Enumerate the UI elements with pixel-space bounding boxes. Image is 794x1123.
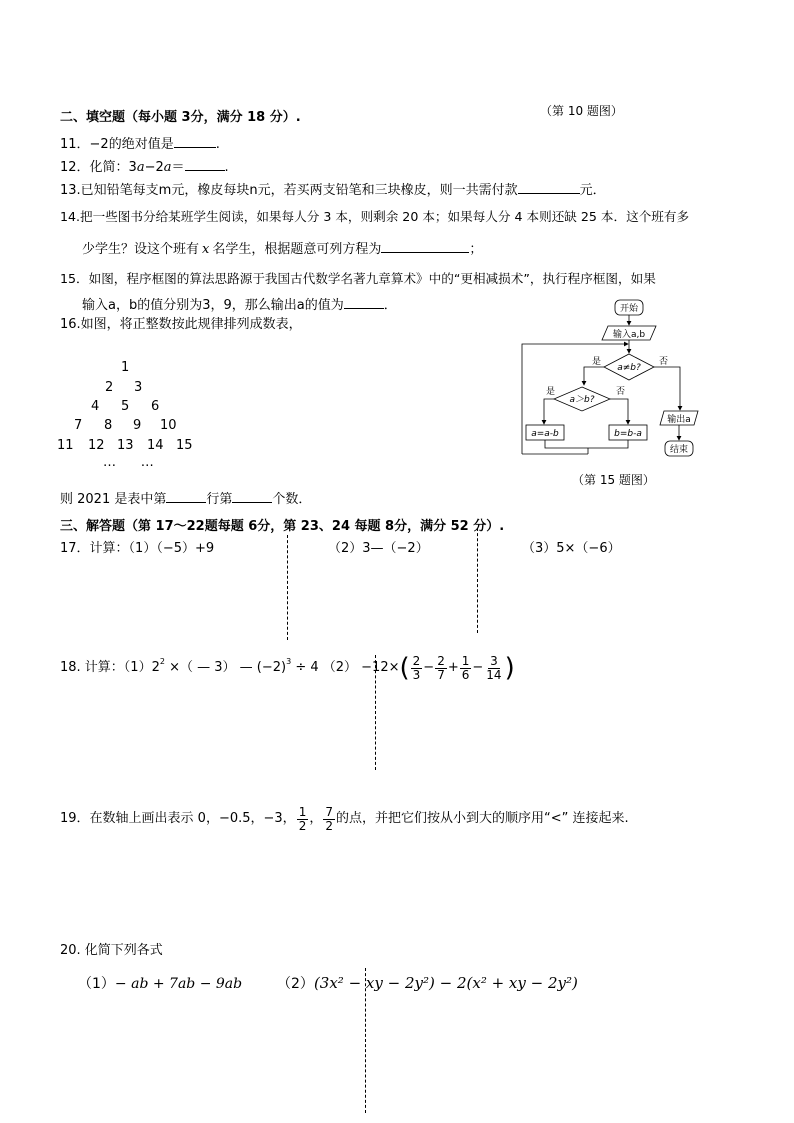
q20-expr2 [314, 974, 578, 992]
q12-mid: −2 [144, 160, 164, 175]
q18-mid: ×（ — 3） — (−2) [164, 660, 287, 675]
q14-var-x: x [202, 242, 210, 257]
tri-cell: 12 [88, 438, 105, 453]
question-11 [60, 135, 220, 153]
q18-op: − [472, 660, 484, 675]
flow-start-label: 开始 [619, 304, 639, 314]
frac-numerator: 2 [437, 653, 445, 668]
q20-expr2-c: ²) − 2(x [422, 974, 481, 992]
tri-cell: 8 [104, 418, 113, 433]
tri-cell: 4 [91, 399, 100, 414]
q12-end: . [224, 160, 229, 175]
tri-cell: 7 [74, 418, 83, 433]
question-20-exprs [78, 975, 578, 992]
q11-text: 11．−2的绝对值是 [60, 137, 174, 152]
q18-op: − [423, 660, 435, 675]
tri-cell: 13 [117, 438, 134, 453]
q18-fraction [460, 655, 472, 682]
flow-assign-a-label: a=a-b [531, 429, 559, 439]
question-20-title: 20. 化简下列各式 [60, 943, 163, 958]
flowchart [518, 296, 718, 486]
question-17-part2: （2）3—（−2） [328, 541, 429, 556]
tri-cell: 10 [160, 418, 177, 433]
q18-op: + [447, 660, 459, 675]
q11-end: . [215, 137, 220, 152]
q13-end: 元． [579, 183, 606, 198]
tri-cell: 14 [147, 438, 164, 453]
q18-exp1: 2 [159, 657, 165, 666]
q16-col-blank[interactable] [232, 490, 272, 503]
q13-answer-blank[interactable] [518, 181, 580, 194]
q18-fraction [484, 655, 503, 682]
q18-exp2: 3 [286, 657, 292, 666]
q20-part1-label: （1） [78, 976, 115, 992]
question-18 [60, 653, 515, 683]
q15-end: ． [383, 298, 397, 313]
q17-divider-1 [287, 535, 288, 640]
q19-fraction-1 [297, 806, 309, 833]
question-17-part3: （3）5×（−6） [522, 541, 621, 556]
flow-yes2-label: 是 [546, 387, 556, 397]
q15-line2: 输入a，b的值分别为3，9，那么输出a的值为 [82, 298, 344, 313]
q16-ans-mid: 行第 [206, 492, 233, 507]
frac-numerator: 2 [412, 653, 421, 668]
frac-denominator: 2 [325, 818, 333, 833]
q19-pre: 19．在数轴上画出表示 0，−0.5，−3， [60, 811, 296, 826]
q19-post: 的点，并把它们按从小到大的顺序用“<” 连接起来. [335, 811, 629, 826]
question-12 [60, 158, 229, 176]
q20-expr2-a: (3x [313, 974, 338, 992]
question-16-answer [60, 490, 311, 508]
flow-no2-label: 否 [616, 387, 626, 397]
q14-line2-pre: 少学生？设这个班有 [82, 242, 200, 257]
tri-cell: 9 [133, 418, 142, 433]
question-16-intro: 16.如图，将正整数按此规律排列成数表， [60, 317, 302, 332]
q11-answer-blank[interactable] [174, 135, 216, 148]
flow-end-label: 结束 [669, 445, 689, 455]
q20-expr2-d: ² + xy − 2y [480, 974, 566, 992]
flow-cond2-label: a＞b? [569, 395, 595, 405]
tri-cell: 1 [121, 360, 130, 375]
tri-cell: 6 [151, 399, 160, 414]
tri-cell: 5 [121, 399, 130, 414]
q13-text: 13.已知铅笔每支m元，橡皮每块n元，若买两支铅笔和三块橡皮，则一共需付款 [60, 183, 518, 198]
q20-expr2-b: ² − xy − 2y [337, 974, 423, 992]
q18-paren-open: ( [399, 653, 410, 683]
question-19: 19．在数轴上画出表示 0，−0.5，−3， $\frac{1}{2}$ ， $\frac{7}{2}$ 的点，并把它们按从小到大的顺序用“<” 连接起来. [60, 804, 629, 833]
figure-10-caption: （第 10 题图） [540, 104, 623, 118]
flow-no-label: 否 [659, 357, 669, 367]
frac-numerator: 1 [461, 653, 470, 668]
flow-input-label: 输入a,b [612, 330, 646, 340]
section-3-title: 三、解答题（第 17～22题每题 6分，第 23、24 每题 8分，满分 52 分）. [60, 519, 505, 534]
q20-expr2-e: ²) [566, 974, 578, 992]
q12-answer-blank[interactable] [185, 158, 225, 171]
tri-cell: 15 [176, 438, 193, 453]
question-14-line2 [82, 240, 482, 258]
q20-part2-label: （2） [277, 976, 314, 992]
q12-eq: ＝ [171, 160, 185, 175]
q15-answer-blank[interactable] [344, 296, 384, 309]
q18-divider [375, 655, 376, 770]
q14-end: ； [469, 242, 483, 257]
q18-fraction [435, 655, 447, 682]
frac-denominator: 7 [437, 667, 445, 682]
figure-15-caption: （第 15 题图） [572, 473, 655, 487]
q12-var-a2: a [163, 160, 172, 175]
flow-assign-b-label: b=b-a [614, 429, 642, 439]
tri-dots: … … [103, 455, 154, 470]
question-15-line1: 15．如图，程序框图的算法思路源于我国古代数学名著九章算术》中的“更相减损术”，执行程序框图，如果 [60, 271, 656, 286]
question-14-line1: 14.把一些图书分给某班学生阅读，如果每人分 3 本，则剩余 20 本；如果每人分 4 本则还缺 25 本．这个班有多 [60, 209, 690, 224]
flow-yes-label: 是 [592, 357, 602, 367]
flow-cond1-label: a≠b? [617, 363, 641, 373]
frac-denominator: 2 [298, 818, 307, 833]
q20-divider [365, 968, 366, 1113]
q18-paren-close: ) [504, 653, 515, 683]
q18-label: 18. 计算：（1）2 [60, 660, 160, 675]
question-17-part1: 17．计算：（1）（−5）+9 [60, 541, 215, 556]
q18-fraction [411, 655, 423, 682]
tri-cell: 2 [105, 380, 114, 395]
frac-numerator: 1 [298, 804, 307, 819]
q16-ans-end: 个数． [272, 492, 312, 507]
q14-line2-post: 名学生，根据题意可列方程为 [212, 242, 382, 257]
frac-denominator: 3 [412, 667, 421, 682]
q19-fraction-2 [323, 806, 335, 833]
q12-var-a1: a [136, 160, 145, 175]
q16-row-blank[interactable] [166, 490, 206, 503]
flow-output-label: 输出a [667, 415, 691, 425]
frac-denominator: 14 [486, 667, 502, 682]
frac-denominator: 6 [461, 667, 470, 682]
q18-tail: ÷ 4 （2） −12× [291, 660, 400, 675]
tri-cell: 3 [134, 380, 143, 395]
q20-expr1: − ab + 7ab − 9ab [114, 976, 243, 992]
question-15-line2 [82, 296, 397, 314]
section-2-title: 二、填空题（每小题 3分，满分 18 分）. [60, 110, 301, 125]
tri-cell: 11 [57, 438, 74, 453]
q17-divider-2 [477, 528, 478, 633]
q14-answer-blank[interactable] [381, 240, 469, 253]
q16-ans-pre: 则 2021 是表中第 [60, 492, 167, 507]
question-13 [60, 181, 606, 199]
q12-pre: 12．化简：3 [60, 160, 137, 175]
frac-numerator: 3 [490, 653, 498, 668]
frac-numerator: 7 [325, 804, 333, 819]
